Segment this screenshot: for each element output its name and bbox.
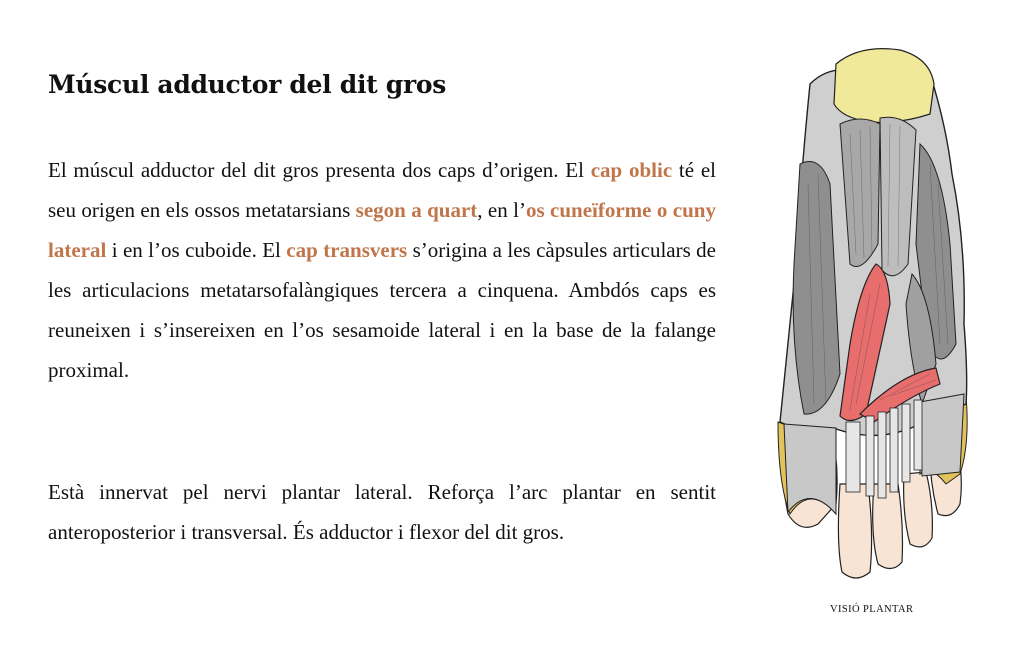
term-link-segon-a-quart[interactable]: segon a quart <box>355 198 478 222</box>
text-run: s’origina a les càpsules articulars de les articulacions metatarsofalàngiques tercera a cinquena. Ambdós caps es reuneixen i s’insereixen en l’os sesamoide lateral i en la base de la falange proximal. <box>48 238 717 382</box>
text-run: , en l’ <box>477 198 526 222</box>
term-link-cap-transvers[interactable]: cap transvers <box>286 238 408 262</box>
text-run: té el seu origen en els ossos metatarsians <box>48 158 716 222</box>
term-link-os-cuneiforme[interactable]: os cuneïforme o cuny lateral <box>48 198 716 262</box>
metatarsal-heads <box>920 394 964 476</box>
calcaneus-bone <box>834 49 934 123</box>
page-title: Múscul adductor del dit gros <box>48 70 446 99</box>
text-run: El múscul adductor del dit gros presenta dos caps d’origen. El <box>48 158 591 182</box>
toe-skin <box>904 472 933 547</box>
innervation-paragraph: Està innervat pel nervi plantar lateral. Reforça l’arc plantar en sentit anteroposterior i transversal. És adductor i flexor del dit gros. <box>48 480 716 544</box>
figure-caption: VISIÓ PLANTAR <box>830 604 914 615</box>
toe-skin <box>873 484 903 569</box>
description-paragraph <box>48 150 716 390</box>
toe-skin <box>838 484 871 578</box>
text-run: i en l’os cuboide. El <box>106 238 287 262</box>
foot-anatomy-illustration <box>770 44 980 584</box>
term-link-cap-oblic[interactable]: cap oblic <box>590 158 673 182</box>
